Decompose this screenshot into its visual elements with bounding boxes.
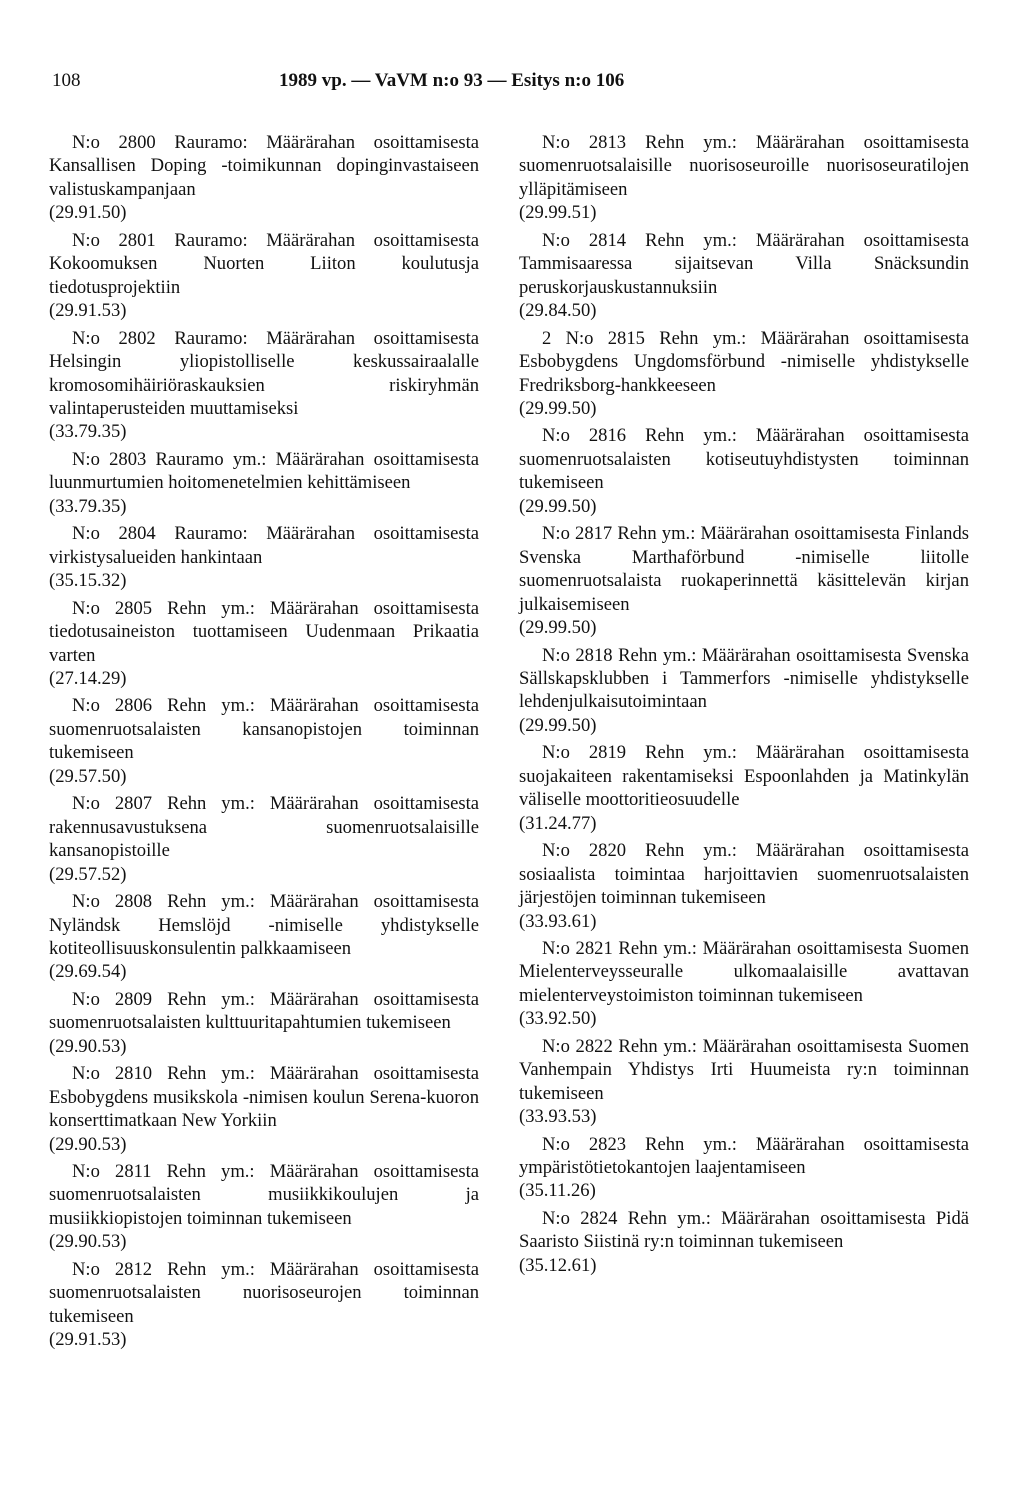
motion-entry xyxy=(519,1207,969,1277)
motion-entry xyxy=(519,1035,969,1129)
motion-entry xyxy=(49,327,479,444)
budget-code: (29.84.50) xyxy=(519,300,597,322)
budget-code: (35.11.26) xyxy=(519,1180,596,1202)
motion-text: N:o 2820 Rehn ym.: Määrärahan osoittamisesta sosiaalista toimintaa harjoittavien suomenruotsalaisten järjestöjen toiminnan tukemiseen xyxy=(519,840,969,909)
motion-text: N:o 2811 Rehn ym.: Määrärahan osoittamisesta suomenruotsalaisten musiikkikoulujen ja musiikkiopistojen toiminnan tukemiseen xyxy=(49,1161,479,1229)
budget-code: (35.12.61) xyxy=(519,1254,597,1276)
motion-text: N:o 2805 Rehn ym.: Määrärahan osoittamisesta tiedotusaineiston tuottamiseen Uudenmaan Prikaatia varten xyxy=(49,597,479,666)
motion-text: N:o 2804 Rauramo: Määrärahan osoittamisesta virkistysalueiden hankintaan xyxy=(49,523,479,568)
motion-entry xyxy=(49,522,479,592)
budget-code: (35.15.32) xyxy=(49,570,127,592)
motion-entry xyxy=(519,1133,969,1203)
budget-code: (29.99.50) xyxy=(519,617,597,639)
motion-text: N:o 2807 Rehn ym.: Määrärahan osoittamisesta rakennusavustuksena suomenruotsalaisille kansanopistoille xyxy=(49,793,479,862)
motion-entry xyxy=(519,131,969,225)
motion-entry xyxy=(49,229,479,323)
motion-text: N:o 2821 Rehn ym.: Määrärahan osoittamisesta Suomen Mielenterveysseuralle ulkomaalaisille avattavan mielenterveystoimiston toiminnan tukemiseen xyxy=(519,937,969,1006)
motion-entry xyxy=(49,1062,479,1156)
motion-text: N:o 2823 Rehn ym.: Määrärahan osoittamisesta ympäristötietokantojen laajentamiseen xyxy=(519,1133,969,1179)
budget-code: (33.79.35) xyxy=(49,495,127,517)
motion-entry xyxy=(519,424,969,518)
motion-entry xyxy=(519,327,969,421)
motion-text: N:o 2808 Rehn ym.: Määrärahan osoittamisesta Nyländsk Hemslöjd -nimiselle yhdistykselle kotiteollisuuskonsulentin palkkaamiseen xyxy=(49,891,479,959)
motion-entry xyxy=(49,890,479,984)
motion-entry xyxy=(49,792,479,886)
motion-entry xyxy=(49,597,479,691)
budget-code: (29.69.54) xyxy=(49,961,127,983)
motion-text: 2 N:o 2815 Rehn ym.: Määrärahan osoittamisesta Esbobygdens Ungdomsförbund -nimiselle yhdistykselle Fredriksborg-hankkeeseen xyxy=(519,327,969,396)
budget-code: (29.91.53) xyxy=(49,300,127,322)
budget-code: (29.91.50) xyxy=(49,202,127,224)
motion-text: N:o 2802 Rauramo: Määrärahan osoittamisesta Helsingin yliopistolliselle keskussairaalalle kromosomihäiriöraskauksien riskiryhmän valintaperusteiden muuttamiseksi xyxy=(49,327,479,419)
budget-code: (29.57.50) xyxy=(49,765,127,787)
budget-code: (33.79.35) xyxy=(49,421,127,443)
budget-code: (29.57.52) xyxy=(49,863,127,885)
motion-text: N:o 2814 Rehn ym.: Määrärahan osoittamisesta Tammisaaressa sijaitsevan Villa Snäcksundin peruskorjauskustannuksiin xyxy=(519,229,969,298)
budget-code: (33.93.53) xyxy=(519,1106,597,1128)
motion-entry xyxy=(519,229,969,323)
motion-entry xyxy=(49,1160,479,1254)
budget-code: (29.91.53) xyxy=(49,1329,127,1351)
page-number: 108 xyxy=(52,70,81,91)
motion-text: N:o 2819 Rehn ym.: Määrärahan osoittamisesta suojakaiteen rakentamiseksi Espoonlahden ja Matinkylän väliselle moottoritieosuudelle xyxy=(519,742,969,811)
motion-entry xyxy=(519,839,969,933)
right-column xyxy=(519,131,969,1281)
budget-code: (29.90.53) xyxy=(49,1035,127,1057)
budget-code: (29.99.50) xyxy=(519,714,597,736)
running-head: 1989 vp. — VaVM n:o 93 — Esitys n:o 106 xyxy=(279,70,625,91)
motion-text: N:o 2803 Rauramo ym.: Määrärahan osoittamisesta luunmurtumien hoitomenetelmien kehittämiseen xyxy=(49,448,479,494)
motion-text: N:o 2812 Rehn ym.: Määrärahan osoittamisesta suomenruotsalaisten nuorisoseurojen toiminnan tukemiseen xyxy=(49,1258,479,1327)
motion-text: N:o 2822 Rehn ym.: Määrärahan osoittamisesta Suomen Vanhempain Yhdistys Irti Huumeista ry:n toiminnan tukemiseen xyxy=(519,1035,969,1104)
motion-entry xyxy=(519,644,969,738)
motion-text: N:o 2816 Rehn ym.: Määrärahan osoittamisesta suomenruotsalaisten kotiseutuyhdistysten toiminnan tukemiseen xyxy=(519,425,969,494)
budget-code: (29.99.50) xyxy=(519,397,597,419)
motion-entry xyxy=(49,694,479,788)
motion-text: N:o 2800 Rauramo: Määrärahan osoittamisesta Kansallisen Doping -toimikunnan dopinginvastaiseen valistuskampanjaan xyxy=(49,132,479,200)
motion-entry xyxy=(49,988,479,1058)
budget-code: (29.99.50) xyxy=(519,495,597,517)
motion-text: N:o 2813 Rehn ym.: Määrärahan osoittamisesta suomenruotsalaisille nuorisoseuroille nuorisoseuratilojen ylläpitämiseen xyxy=(519,132,969,200)
motion-text: N:o 2810 Rehn ym.: Määrärahan osoittamisesta Esbobygdens musikskola -nimisen koulun Serena-kuoron konserttimatkaan New Yorkiin xyxy=(49,1063,479,1132)
motion-entry xyxy=(49,131,479,225)
budget-code: (33.93.61) xyxy=(519,910,597,932)
motion-text: N:o 2809 Rehn ym.: Määrärahan osoittamisesta suomenruotsalaisten kulttuuritapahtumien tukemiseen xyxy=(49,988,479,1034)
motion-entry xyxy=(519,522,969,639)
budget-code: (29.90.53) xyxy=(49,1231,127,1253)
motion-entry xyxy=(519,741,969,835)
budget-code: (27.14.29) xyxy=(49,667,127,689)
budget-code: (29.90.53) xyxy=(49,1133,127,1155)
motion-entry xyxy=(519,937,969,1031)
motion-text: N:o 2806 Rehn ym.: Määrärahan osoittamisesta suomenruotsalaisten kansanopistojen toiminnan tukemiseen xyxy=(49,695,479,764)
motion-text: N:o 2818 Rehn ym.: Määrärahan osoittamisesta Svenska Sällskapsklubben i Tammerfors -nimiselle yhdistykselle lehdenjulkaisutoimintaan xyxy=(519,644,969,713)
motion-text: N:o 2801 Rauramo: Määrärahan osoittamisesta Kokoomuksen Nuorten Liiton koulutusja tiedotusprojektiin xyxy=(49,229,479,298)
motion-text: N:o 2824 Rehn ym.: Määrärahan osoittamisesta Pidä Saaristo Siistinä ry:n toiminnan tukemiseen xyxy=(519,1207,969,1253)
motion-text: N:o 2817 Rehn ym.: Määrärahan osoittamisesta Finlands Svenska Marthaförbund -nimiselle liitolle suomenruotsalaista ruokaperinnettä käsittelevän kirjan julkaisemiseen xyxy=(519,523,969,615)
page-header xyxy=(52,70,972,100)
budget-code: (33.92.50) xyxy=(519,1008,597,1030)
left-column xyxy=(49,131,479,1356)
motion-entry xyxy=(49,1258,479,1352)
motion-entry xyxy=(49,448,479,518)
budget-code: (31.24.77) xyxy=(519,812,597,834)
budget-code: (29.99.51) xyxy=(519,202,597,224)
